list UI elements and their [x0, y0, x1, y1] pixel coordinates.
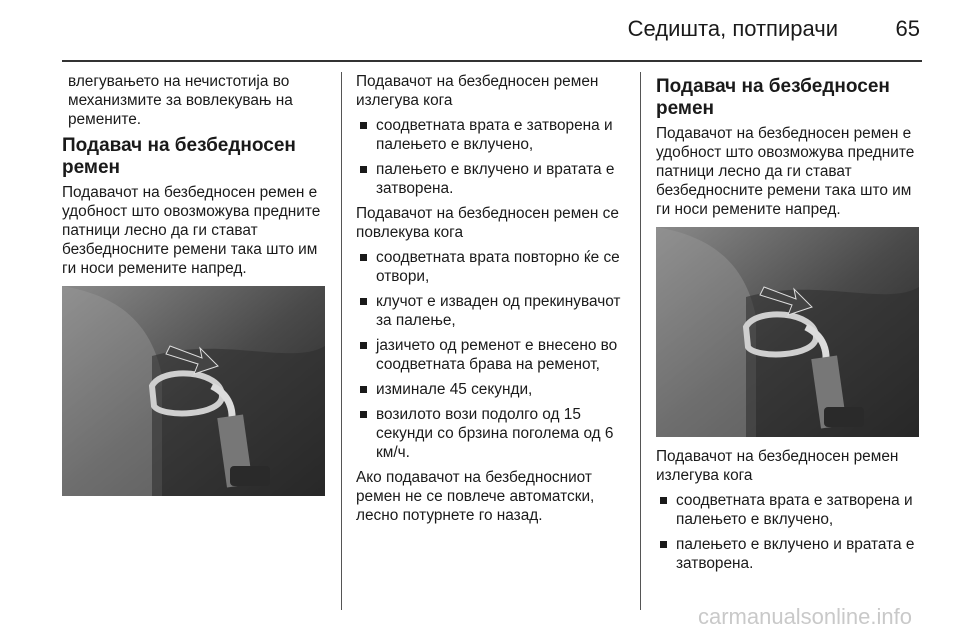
extend-intro: Подавачот на безбедносен ремен излегува кога	[356, 73, 599, 109]
section-heading: Подавач на безбедносен ремен	[62, 135, 296, 178]
list-item: соодветната врата е затворена и палењето е вклучено,	[656, 491, 926, 529]
retract-list	[356, 248, 632, 462]
extend-list	[656, 491, 926, 573]
section-heading: Подавач на безбедносен ремен	[656, 76, 890, 119]
column-1	[62, 72, 330, 506]
column-3	[656, 72, 926, 579]
list-item: возилото вози подолго од 15 секунди со брзина поголема од 6 км/ч.	[356, 405, 632, 462]
list-item: јазичето од ременот е внесено во соодветната брава на ременот,	[356, 336, 632, 374]
list-item: палењето е вклучено и вратата е затворена.	[356, 160, 632, 198]
belt-presenter-photo	[62, 286, 325, 496]
column-2	[356, 72, 632, 531]
column-divider	[341, 72, 342, 610]
page-number: 65	[895, 16, 920, 41]
column-divider	[640, 72, 641, 610]
list-item: изминале 45 секунди,	[356, 380, 632, 399]
extend-list	[356, 116, 632, 198]
footer-watermark[interactable]: carmanualsonline.info	[697, 604, 912, 629]
header-title: Седишта, потпирачи	[627, 16, 838, 41]
header-rule	[62, 60, 922, 62]
body-text: Подавачот на безбедносен ремен е удобност што овозможува предните патници лесно да ги стават безбедносните ремени така што им ги носи ремените напред.	[656, 125, 915, 218]
body-text: Подавачот на безбедносен ремен е удобност што овозможува предните патници лесно да ги стават безбедносните ремени така што им ги носи ремените напред.	[62, 184, 321, 277]
retract-intro: Подавачот на безбедносен ремен се повлекува кога	[356, 205, 619, 241]
intro-text: влегувањето на нечистотија во механизмите за вовлекувањ на ремените.	[68, 73, 293, 128]
extend-intro: Подавачот на безбедносен ремен излегува кога	[656, 448, 899, 484]
belt-presenter-photo	[656, 227, 919, 437]
list-item: клучот е изваден од прекинувачот за палење,	[356, 292, 632, 330]
list-item: палењето е вклучено и вратата е затворена.	[656, 535, 926, 573]
list-item: соодветната врата повторно ќе се отвори,	[356, 248, 632, 286]
list-item: соодветната врата е затворена и палењето е вклучено,	[356, 116, 632, 154]
outro-text: Ако подавачот на безбедносниот ремен не се повлече автоматски, лесно потурнете го назад.	[356, 469, 595, 524]
